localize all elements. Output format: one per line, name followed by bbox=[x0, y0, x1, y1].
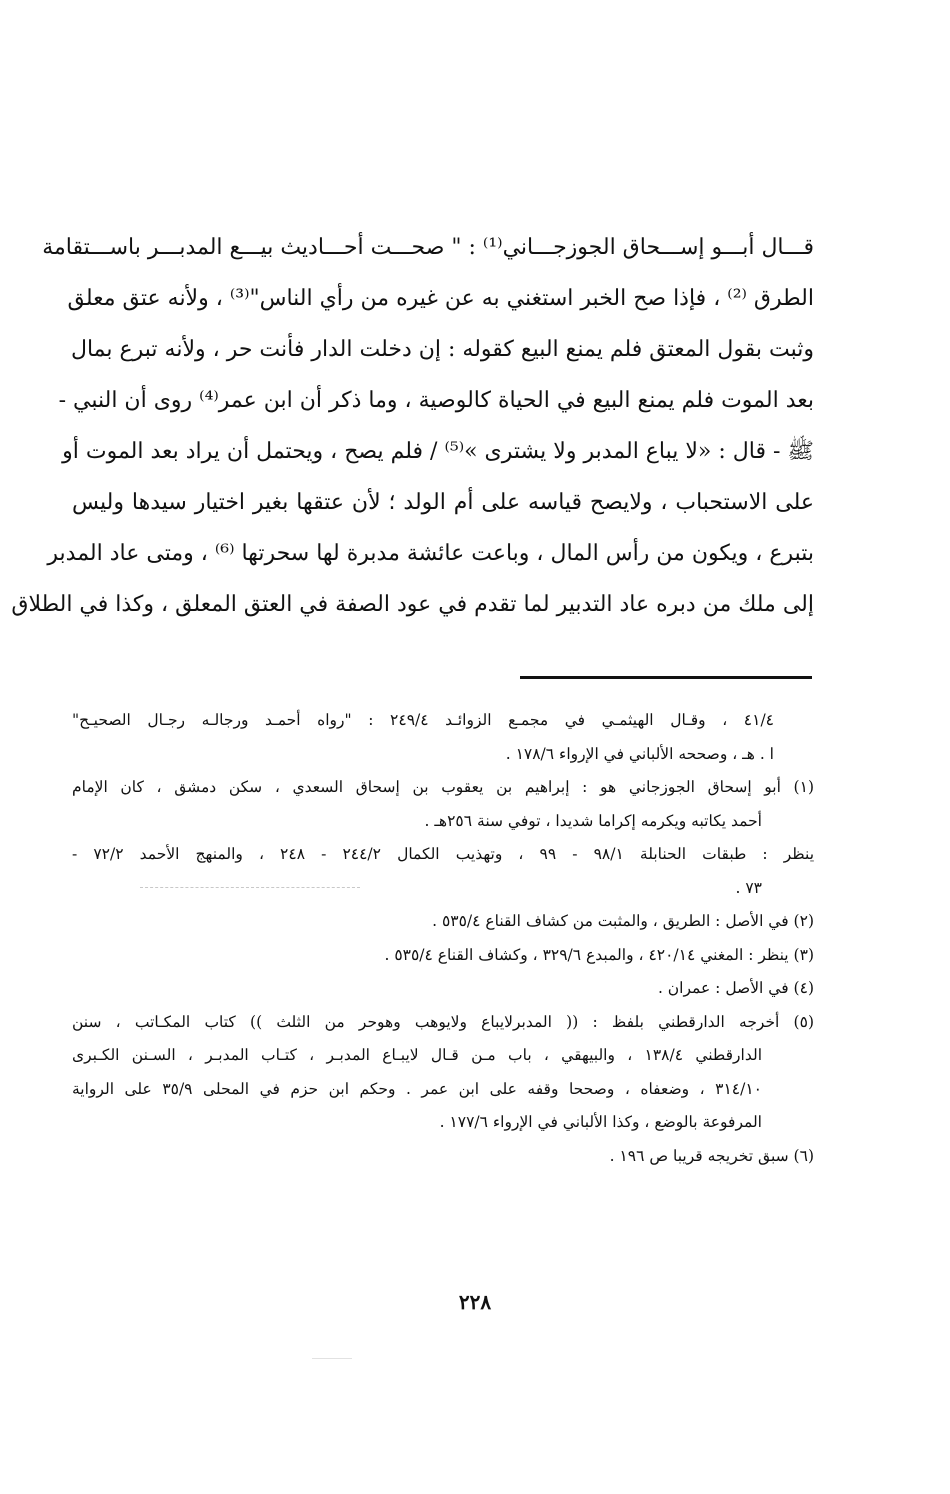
footnotes bbox=[72, 704, 814, 1173]
page-number: ٢٢٨ bbox=[458, 1290, 492, 1314]
footnote-1: (١) أبو إسحاق الجوزجاني هو : إبراهيم بن يعقوب بن إسحاق السعدي ، سكن دمشق ، كان الإمام bbox=[72, 778, 814, 796]
footnote-carryover-line: ٤١/٤ ، وقـال الهيثمـي في مجمـع الزوائـد ٢٤٩/٤ : "رواه أحمـد ورجالـه رجـال الصحيـح" bbox=[72, 711, 774, 729]
main-text-line: قـــال أبـــو إســـحاق الجوزجـــاني⁽¹⁾ : " صحـــت أحـــاديث بيـــع المدبـــر باســـتقامة bbox=[42, 235, 814, 260]
footnote-6: (٦) سبق تخريجه قريبا ص ١٩٦ . bbox=[609, 1146, 814, 1165]
footnote-carryover-line: ا . هـ ، وصححه الألباني في الإرواء ١٧٨/٦ . bbox=[505, 744, 774, 763]
main-text-line: وثبت بقول المعتق فلم يمنع البيع كقوله : إن دخلت الدار فأنت حر ، ولأنه تبرع بمال bbox=[70, 337, 814, 362]
footnote-5-continuation: ٣١٤/١٠ ، وضعفاه ، وصححا وقفه على ابن عمر . وحكم ابن حزم في المحلى ٣٥/٩ على الرواية bbox=[72, 1079, 762, 1098]
footnote-separator bbox=[520, 676, 812, 679]
footnote-2: (٢) في الأصل : الطريق ، والمثبت من كشاف القناع ٥٣٥/٤ . bbox=[432, 912, 814, 930]
scan-artifact-rule bbox=[140, 887, 360, 888]
footnote-1-references-continuation: ٧٣ . bbox=[735, 878, 762, 897]
footnote-3: (٣) ينظر : المغني ٤٢٠/١٤ ، والمبدع ٣٢٩/٦ ، وكشاف القناع ٥٣٥/٤ . bbox=[384, 945, 814, 964]
footnote-5-continuation: المرفوعة بالوضع ، وكذا الألباني في الإرواء ١٧٧/٦ . bbox=[439, 1113, 762, 1131]
footnote-1-references: ينظر : طبقات الحنابلة ٩٨/١ - ٩٩ ، وتهذيب الكمال ٢٤٤/٢ - ٢٤٨ ، والمنهج الأحمد ٧٢/٢ - bbox=[72, 845, 815, 863]
footnote-1-continuation: أحمد يكاتبه ويكرمه إكراما شديدا ، توفي سنة ٢٥٦هـ . bbox=[424, 811, 762, 830]
main-text-line: ﷺ - قال : «لا يباع المدبر ولا يشترى »⁽⁵⁾ / فلم يصح ، ويحتمل أن يراد بعد الموت أو bbox=[62, 439, 814, 464]
scan-artifact-mark bbox=[312, 1358, 352, 1359]
main-text bbox=[11, 222, 814, 630]
footnote-5: (٥) أخرجه الدارقطني بلفظ : (( المدبرلايباع ولايوهب وهوحر من الثلث )) كتاب المكـاتب ، سنن bbox=[72, 1012, 814, 1031]
main-text-line: بعد الموت فلم يمنع البيع في الحياة كالوصية ، وما ذكر أن ابن عمر⁽⁴⁾ روى أن النبي - bbox=[58, 388, 814, 413]
main-text-line: إلى ملك من دبره عاد التدبير لما تقدم في عود الصفة في العتق المعلق ، وكذا في الطلاق bbox=[11, 592, 814, 617]
footnote-4: (٤) في الأصل : عمران . bbox=[657, 979, 814, 997]
main-text-line: الطرق ⁽²⁾ ، فإذا صح الخبر استغني به عن غيره من رأي الناس"⁽³⁾ ، ولأنه عتق معلق bbox=[67, 286, 814, 311]
main-text-line: على الاستحباب ، ولايصح قياسه على أم الولد ؛ لأن عتقها بغير اختيار سيدها وليس bbox=[72, 490, 814, 515]
main-text-line: بتبرع ، ويكون من رأس المال ، وباعت عائشة مدبرة لها سحرتها ⁽⁶⁾ ، ومتى عاد المدبر bbox=[47, 541, 814, 566]
footnote-5-continuation: الدارقطني ١٣٨/٤ ، والبيهقي ، باب مـن قـال لايبـاع المدبـر ، كتـاب المدبـر ، السـنن الكـبرى bbox=[72, 1046, 762, 1064]
